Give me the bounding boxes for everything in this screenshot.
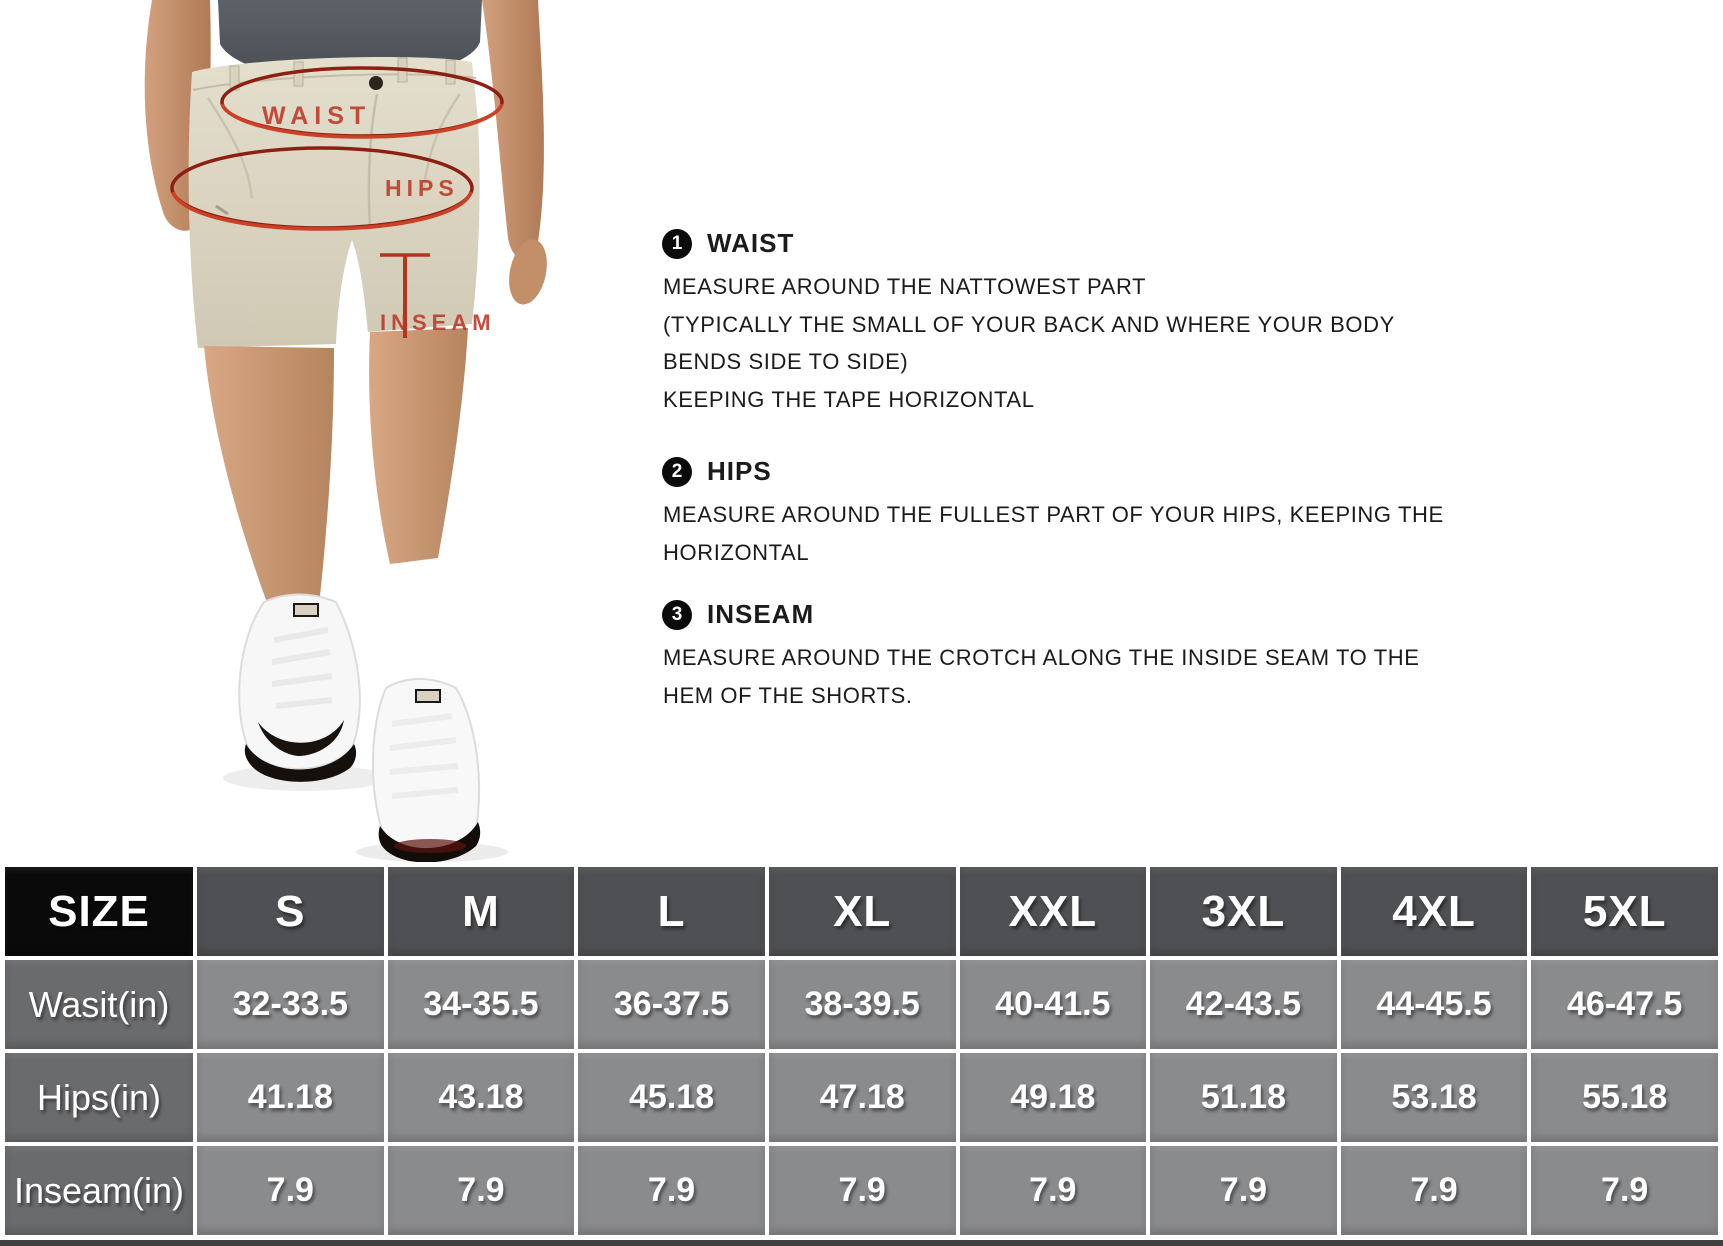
- hips-value-m: 43.18: [388, 1053, 575, 1142]
- inseam-value-m: 7.9: [388, 1146, 575, 1235]
- waist-value-xl: 38-39.5: [769, 960, 956, 1049]
- waist-value-4xl: 44-45.5: [1341, 960, 1528, 1049]
- inseam-value-5xl: 7.9: [1531, 1146, 1718, 1235]
- belt-loop: [294, 62, 303, 86]
- hips-value-xl: 47.18: [769, 1053, 956, 1142]
- size-table-header-5xl: 5XL: [1531, 867, 1718, 956]
- instruction-hips-text: [663, 496, 1442, 571]
- hips-value-3xl: 51.18: [1150, 1053, 1337, 1142]
- shorts: [189, 57, 480, 348]
- inseam-value-xl: 7.9: [769, 1146, 956, 1235]
- size-table-header-4xl: 4XL: [1341, 867, 1528, 956]
- step-3-badge: 3: [662, 600, 692, 630]
- left-leg: [204, 346, 334, 600]
- size-table-header-xl: XL: [769, 867, 956, 956]
- waist-figure-label: WAIST: [262, 102, 372, 130]
- waist-value-m: 34-35.5: [388, 960, 575, 1049]
- inseam-value-xxl: 7.9: [960, 1146, 1147, 1235]
- size-table-header-3xl: 3XL: [1150, 867, 1337, 956]
- hips-value-l: 45.18: [578, 1053, 765, 1142]
- size-table-header-xxl: XXL: [960, 867, 1147, 956]
- instruction-hips-heading: [662, 456, 1442, 487]
- hips-figure-label: HIPS: [385, 175, 459, 201]
- model-photo-svg: [80, 0, 600, 862]
- waist-value-l: 36-37.5: [578, 960, 765, 1049]
- instruction-waist-text: [663, 268, 1442, 418]
- hips-value-s: 41.18: [197, 1053, 384, 1142]
- instruction-inseam-heading: [662, 599, 1442, 630]
- waist-value-s: 32-33.5: [197, 960, 384, 1049]
- right-sneaker: [373, 679, 479, 852]
- inseam-value-l: 7.9: [578, 1146, 765, 1235]
- size-table-header-size: SIZE: [5, 867, 193, 956]
- waist-value-3xl: 42-43.5: [1150, 960, 1337, 1049]
- instruction-line: MEASURE AROUND THE CROTCH ALONG THE INSIDE SEAM TO THE: [663, 645, 1420, 670]
- right-sneaker-sole-red: [394, 839, 466, 853]
- instruction-hips-title: HIPS: [707, 456, 772, 486]
- waist-value-5xl: 46-47.5: [1531, 960, 1718, 1049]
- hips-value-5xl: 55.18: [1531, 1053, 1718, 1142]
- left-sneaker-tab: [294, 604, 318, 616]
- size-table-header-l: L: [578, 867, 765, 956]
- instruction-waist-title: WAIST: [707, 228, 795, 258]
- right-arm: [482, 0, 544, 260]
- inseam-value-4xl: 7.9: [1341, 1146, 1528, 1235]
- size-table: [0, 862, 1723, 1246]
- hips-row-label: Hips(in): [5, 1053, 193, 1142]
- inseam-row-label: Inseam(in): [5, 1146, 193, 1235]
- measuring-instructions: [662, 228, 1442, 714]
- instruction-inseam-text: [663, 639, 1442, 714]
- waist-row-label: Wasit(in): [5, 960, 193, 1049]
- hips-value-4xl: 53.18: [1341, 1053, 1528, 1142]
- belt-loop: [446, 60, 455, 84]
- instruction-line: MEASURE AROUND THE NATTOWEST PART: [663, 274, 1147, 299]
- step-2-badge: 2: [662, 457, 692, 487]
- instruction-hips: [662, 456, 1442, 571]
- instruction-inseam-title: INSEAM: [707, 599, 815, 629]
- step-1-badge: 1: [662, 229, 692, 259]
- right-leg: [369, 328, 468, 564]
- hips-value-xxl: 49.18: [960, 1053, 1147, 1142]
- shorts-button: [369, 76, 383, 90]
- instruction-waist: [662, 228, 1442, 418]
- instruction-line: MEASURE AROUND THE FULLEST PART OF YOUR HIPS, KEEPING THE: [663, 502, 1444, 527]
- inseam-figure-label: INSEAM: [380, 310, 496, 335]
- size-table-header-s: S: [197, 867, 384, 956]
- inseam-value-3xl: 7.9: [1150, 1146, 1337, 1235]
- instruction-line: (TYPICALLY THE SMALL OF YOUR BACK AND WHERE YOUR BODY: [663, 311, 1395, 337]
- instruction-line: KEEPING THE TAPE HORIZONTAL: [663, 386, 1035, 412]
- instruction-inseam: [662, 599, 1442, 714]
- instruction-line: HEM OF THE SHORTS.: [663, 682, 913, 708]
- size-table-header-m: M: [388, 867, 575, 956]
- instruction-waist-heading: [662, 228, 1442, 259]
- waist-value-xxl: 40-41.5: [960, 960, 1147, 1049]
- model-photo: [80, 0, 600, 862]
- inseam-value-s: 7.9: [197, 1146, 384, 1235]
- instruction-line: BENDS SIDE TO SIDE): [663, 349, 909, 374]
- right-sneaker-tab: [416, 690, 440, 702]
- instruction-line: HORIZONTAL: [663, 539, 810, 565]
